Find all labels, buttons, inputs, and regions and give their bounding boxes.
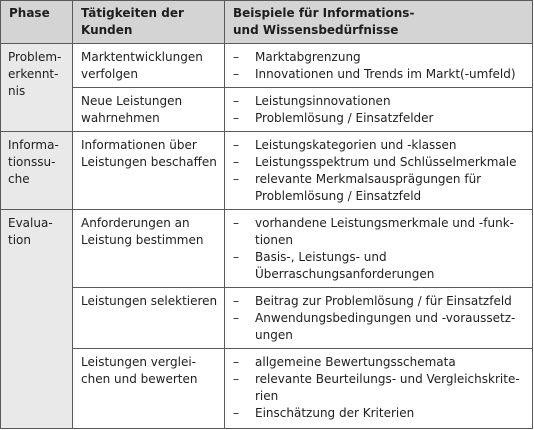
- phase-label: Evalua- tion: [8, 216, 53, 247]
- activity-cell: [73, 288, 225, 349]
- list-item: – Leistungsinnovationen: [233, 93, 526, 110]
- header-examples: [225, 1, 533, 44]
- activity-cell: [73, 132, 225, 210]
- list-item: – relevante Merkmalsausprägungen für Problemlösung / Einsatzfeld: [233, 171, 526, 205]
- header-phase-label: Phase: [9, 6, 50, 20]
- list-item: – allgemeine Bewertungsschemata: [233, 354, 526, 371]
- header-row: [1, 1, 533, 44]
- table-row: [1, 88, 533, 132]
- list-item: – Beitrag zur Problemlösung / für Einsatzfeld: [233, 293, 526, 310]
- table-row: [1, 349, 533, 429]
- list-item: – Innovationen und Trends im Markt(-umfeld): [233, 66, 526, 83]
- phase-cell-problem-recognition: [1, 44, 73, 132]
- activity-label: Neue Leistungen wahrnehmen: [81, 94, 183, 125]
- examples-cell: [225, 288, 533, 349]
- activity-label: Leistungen verglei- chen und bewerten: [81, 355, 198, 386]
- phase-label: Problem- erkennt- nis: [8, 50, 62, 98]
- activity-label: Marktentwicklungen verfolgen: [81, 50, 203, 81]
- table-row: [1, 132, 533, 210]
- examples-list: [233, 137, 526, 205]
- examples-list: [233, 215, 526, 283]
- examples-list: [233, 49, 526, 83]
- examples-cell: [225, 210, 533, 288]
- header-phase: [1, 1, 73, 44]
- phase-cell-evaluation: [1, 210, 73, 429]
- examples-cell: [225, 44, 533, 88]
- table-row: [1, 288, 533, 349]
- examples-cell: [225, 88, 533, 132]
- list-item: – vorhandene Leistungsmerkmale und -funk- tionen: [233, 215, 526, 249]
- list-item: – Leistungskategorien und -klassen: [233, 137, 526, 154]
- list-item: – relevante Beurteilungs- und Vergleichskrite- rien: [233, 371, 526, 405]
- activity-cell: [73, 44, 225, 88]
- activity-cell: [73, 210, 225, 288]
- list-item: – Marktabgrenzung: [233, 49, 526, 66]
- list-item: – Problemlösung / Einsatzfelder: [233, 110, 526, 127]
- activity-label: Informationen über Leistungen beschaffen: [81, 138, 217, 169]
- phase-cell-information-search: [1, 132, 73, 210]
- phase-label: Informa- tionssu- che: [8, 138, 59, 186]
- header-activities: [73, 1, 225, 44]
- list-item: – Basis-, Leistungs- und Überraschungsanforderungen: [233, 249, 526, 283]
- list-item: – Leistungsspektrum und Schlüsselmerkmale: [233, 154, 526, 171]
- activity-cell: [73, 88, 225, 132]
- header-examples-label: Beispiele für Informations- und Wissensbedürfnisse: [233, 6, 415, 37]
- activity-label: Anforderungen an Leistung bestimmen: [81, 216, 204, 247]
- examples-list: [233, 354, 526, 422]
- examples-cell: [225, 349, 533, 429]
- examples-list: [233, 293, 526, 344]
- table-row: [1, 210, 533, 288]
- list-item: – Anwendungsbedingungen und -voraussetz- ungen: [233, 310, 526, 344]
- activity-cell: [73, 349, 225, 429]
- examples-cell: [225, 132, 533, 210]
- list-item: – Einschätzung der Kriterien: [233, 405, 526, 422]
- examples-list: [233, 93, 526, 127]
- table-row: [1, 44, 533, 88]
- activity-label: Leistungen selektieren: [81, 294, 218, 308]
- header-activities-label: Tätigkeiten der Kunden: [81, 6, 184, 37]
